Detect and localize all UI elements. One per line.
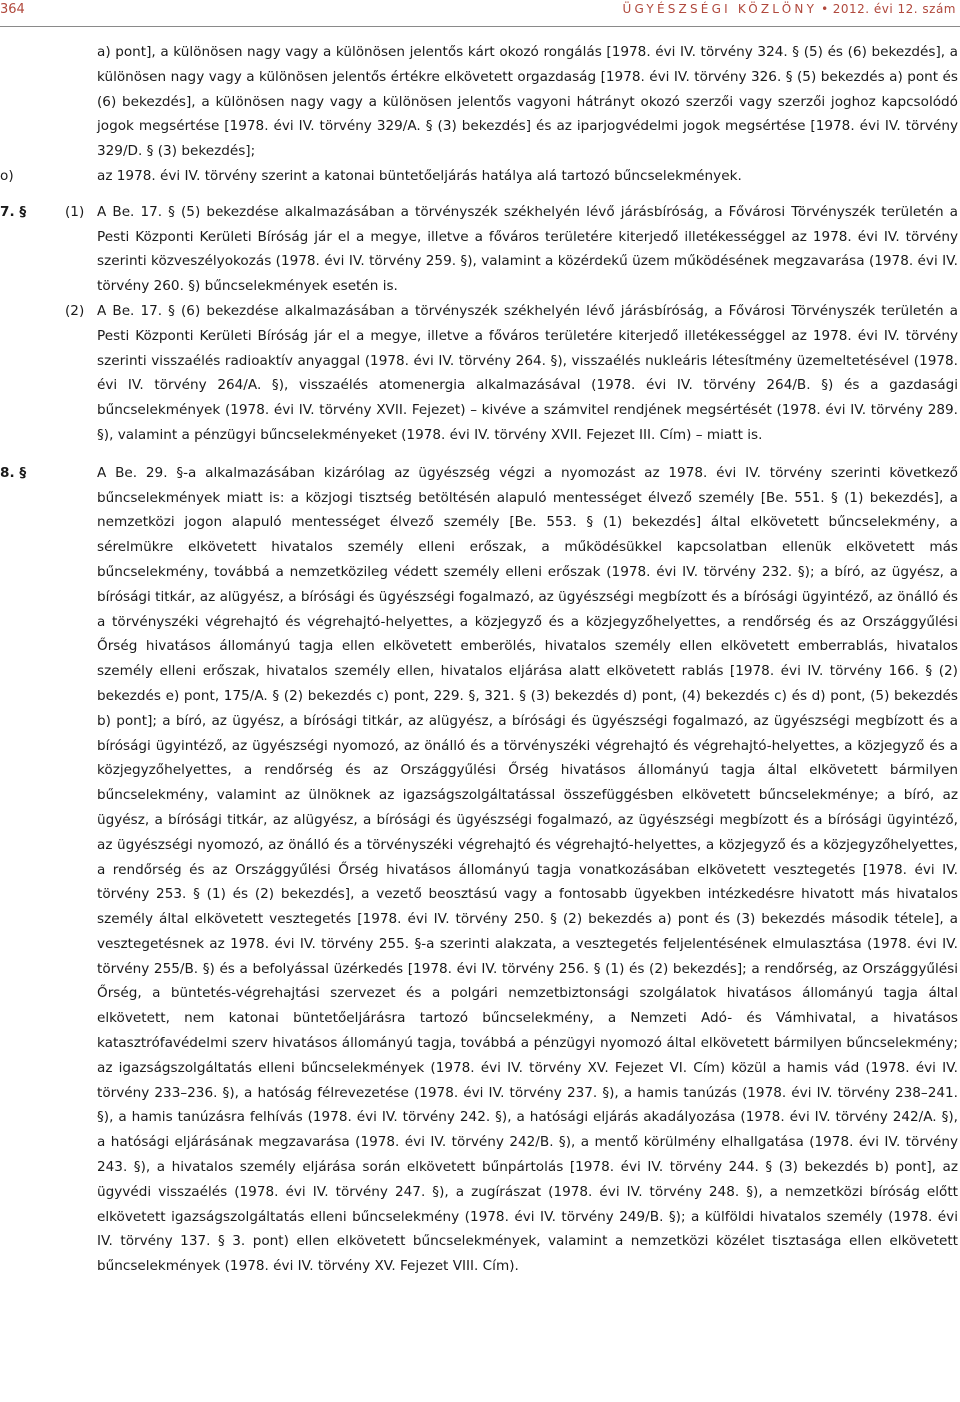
section-7-sub2-text: A Be. 17. § (6) bekezdése alkalmazásában a törvényszék székhelyén lévő járásbíróság, a Fővárosi Törvényszék területén a Pesti Központi Kerületi Bíróság jár el a megye, illetve a főváros területére kiterjedő illetékességgel az 1978. évi IV. törvény szerinti visszaélés radioaktív anyaggal (1978. évi IV. törvény 264. §), visszaélés nukleáris létesítmény üzemeltetésével (1978. évi IV. törvény 264/A. §), visszaélés atomenergia alkalmazásával (1978. évi IV. törvény 264/B. §) és a gazdasági bűncselekmények (1978. évi IV. törvény XVII. Fejezet) – kivéve a számvitel rendjének megsértését (1978. évi IV. törvény 289. §), valamint a pénzügyi bűncselekményeket (1978. évi IV. törvény XVII. Fejezet III. Cím) – miatt is. (97, 302, 958, 443)
issue-label: 2012. évi 12. szám (832, 2, 956, 16)
list-item-o-label: o) (0, 167, 14, 184)
journal-title: ÜGYÉSZSÉGI KÖZLÖNY (622, 2, 818, 16)
section-7-label: 7. § (0, 203, 27, 220)
list-item-o (0, 164, 958, 189)
section-8-text: A Be. 29. §-a alkalmazásában kizárólag az ügyészség végzi a nyomozást az 1978. évi IV. törvény szerinti következő bűncselekmények miatt is: a közjogi tisztség betöltésén alapuló mentességet élvező személy [Be. 551. § (1) bekezdés], a nemzetközi jogon alapuló mentességet élvező személy [Be. 553. § (1) bekezdés] által elkövetett bűncselekmény, a sérelmükre elkövetett hivatalos személy elleni erőszak, a működésükkel kapcsolatban ellenük elkövetett más bűncselekmény, továbbá a nemzetközileg védett személy elleni erőszak (1978. évi IV. törvény 232. §); a bíró, az ügyész, a bírósági titkár, az alügyész, a bírósági és ügyészségi fogalmazó, az ügyészségi megbízott és a bírósági ügyintéző, az önálló és a törvényszéki végrehajtó és végrehajtó-helyettes, a közjegyző és a közjegyzőhelyettes, a rendőrség és az Országgyűlési Őrség hivatásos állományú tagja ellen elkövetett emberölés, hivatalos személy ellen elkövetett emberrablás, hivatalos személy elleni erőszak, hivatalos személy ellen, hivatalos eljárása alatt elkövetett rablás [1978. évi IV. törvény 166. § (2) bekezdés e) pont, 175/A. § (2) bekezdés c) pont, 229. §, 321. § (3) bekezdés d) pont, (4) bekezdés c) és d) pont, (5) bekezdés b) pont]; a bíró, az ügyész, a bírósági titkár, az alügyész, a bírósági és ügyészségi fogalmazó, az ügyészségi megbízott és a bírósági ügyintéző, az ügyészségi nyomozó, az önálló és a törvényszéki végrehajtó és végrehajtó-helyettes, a közjegyző és a közjegyzőhelyettes, a rendőrség és az Országgyűlési Őrség hivatásos állományú tagja által elkövetett bármilyen bűncselekmény, valamint az ülnöknek az igazságszolgáltatással összefüggésben elkövetett bűncselekménye; a bíró, az ügyész, a bírósági titkár, az alügyész, a bírósági és ügyészségi fogalmazó, az ügyészségi megbízott és a bírósági ügyintéző, az ügyészségi nyomozó, az önálló és a törvényszéki végrehajtó és végrehajtó-helyettes, a közjegyző és a közjegyzőhelyettes, a rendőrség és az Országgyűlési Őrség hivatásos állományú tagja vonatkozásában elkövetett vesztegetés [1978. évi IV. törvény 253. § (1) és (2) bekezdés], a vezető beosztású vagy a fontosabb ügyekben intézkedésre hivatott más hivatalos személy által elkövetett vesztegetés [1978. évi IV. törvény 250. § (2) bekezdés a) pont és (3) bekezdés második tétele], a vesztegetésnek az 1978. évi IV. törvény 255. §-a szerinti alakzata, a vesztegetés feljelentésének elmulasztása (1978. évi IV. törvény 255/B. §) és a befolyással üzérkedés [1978. évi IV. törvény 256. § (1) és (2) bekezdés]; a rendőrség, az Országgyűlési Őrség, a büntetés-végrehajtási szervezet és a polgári nemzetbiztonsági szolgálatok hivatásos állományú tagja által elkövetett, nem katonai büntetőeljárásra tartozó bűncselekmény, a Nemzeti Adó- és Vámhivatal, a hivatásos katasztrófavédelmi szerv hivatásos állományú tagja, továbbá a pénzügyi nyomozó által elkövetett bármilyen bűncselekmény; az igazságszolgáltatás elleni bűncselekmények (1978. évi IV. törvény XV. Fejezet VI. Cím) közül a hamis vád (1978. évi IV. törvény 233–236. §), a hatóság félrevezetése (1978. évi IV. törvény 237. §), a hamis tanúzás (1978. évi IV. törvény 238–241. §), a hamis tanúzásra felhívás (1978. évi IV. törvény 242. §), a hatósági eljárás akadályozása (1978. évi IV. törvény 242/A. §), a hatósági eljárásának megzavarása (1978. évi IV. törvény 242/B. §), a mentő körülmény elhallgatása (1978. évi IV. törvény 243. §), a hivatalos személy eljárása során elkövetett bűnpártolás [1978. évi IV. törvény 244. § (3) bekezdés b) pont], az ügyvédi visszaélés (1978. évi IV. törvény 247. §), a zugírászat (1978. évi IV. törvény 248. §), a nemzetközi bíróság előtt elkövetett igazságszolgáltatás elleni bűncselekmény (1978. évi IV. törvény 249/B. §); a külföldi hivatalos személy (1978. évi IV. törvény 137. § 3. pont) ellen elkövetett bűncselekmények, valamint a nemzetközi közélet tisztasága ellen elkövetett bűncselekmények (1978. évi IV. törvény XV. Fejezet VIII. Cím). (97, 464, 958, 1275)
header-bullet: • (821, 2, 829, 16)
page-header (0, 0, 960, 27)
section-7 (0, 200, 958, 299)
running-header (623, 2, 956, 16)
section-7-sub1-text: A Be. 17. § (5) bekezdése alkalmazásában a törvényszék székhelyén lévő járásbíróság, a Fővárosi Törvényszék területén a Pesti Központi Kerületi Bíróság jár el a megye, illetve a főváros területére kiterjedő illetékességgel az 1978. évi IV. törvény szerinti közveszélyokozás (1978. évi IV. törvény 259. §), valamint a közérdekű üzem működésének megzavarása (1978. évi IV. törvény 260. §) bűncselekmények esetén is. (97, 203, 958, 295)
section-8 (0, 461, 958, 1279)
section-8-label: 8. § (0, 464, 27, 481)
document-body (0, 40, 958, 1279)
page-number: 364 (0, 2, 25, 17)
intro-continuation-paragraph: a) pont], a különösen nagy vagy a különösen jelentős kárt okozó rongálás [1978. évi IV. törvény 324. § (5) és (6) bekezdés], a különösen nagy vagy a különösen jelentős értékre elkövetett orgazdaság [1978. évi IV. törvény 326. § (5) bekezdés a) pont és (6) bekezdés], a különösen nagy vagy a különösen jelentős vagyoni hátrányt okozó szerzői vagy szerzői joghoz kapcsolódó jogok megsértése [1978. évi IV. törvény 329/A. § (3) bekezdés] és az iparjogvédelmi jogok megsértése [1978. évi IV. törvény 329/D. § (3) bekezdés]; (97, 44, 958, 160)
section-7-sub2 (0, 299, 958, 448)
section-7-sub2-label: (2) (65, 302, 85, 319)
list-item-o-text: az 1978. évi IV. törvény szerint a katonai büntetőeljárás hatálya alá tartozó bűncselekmények. (97, 167, 742, 184)
section-7-sub1-label: (1) (65, 203, 85, 220)
